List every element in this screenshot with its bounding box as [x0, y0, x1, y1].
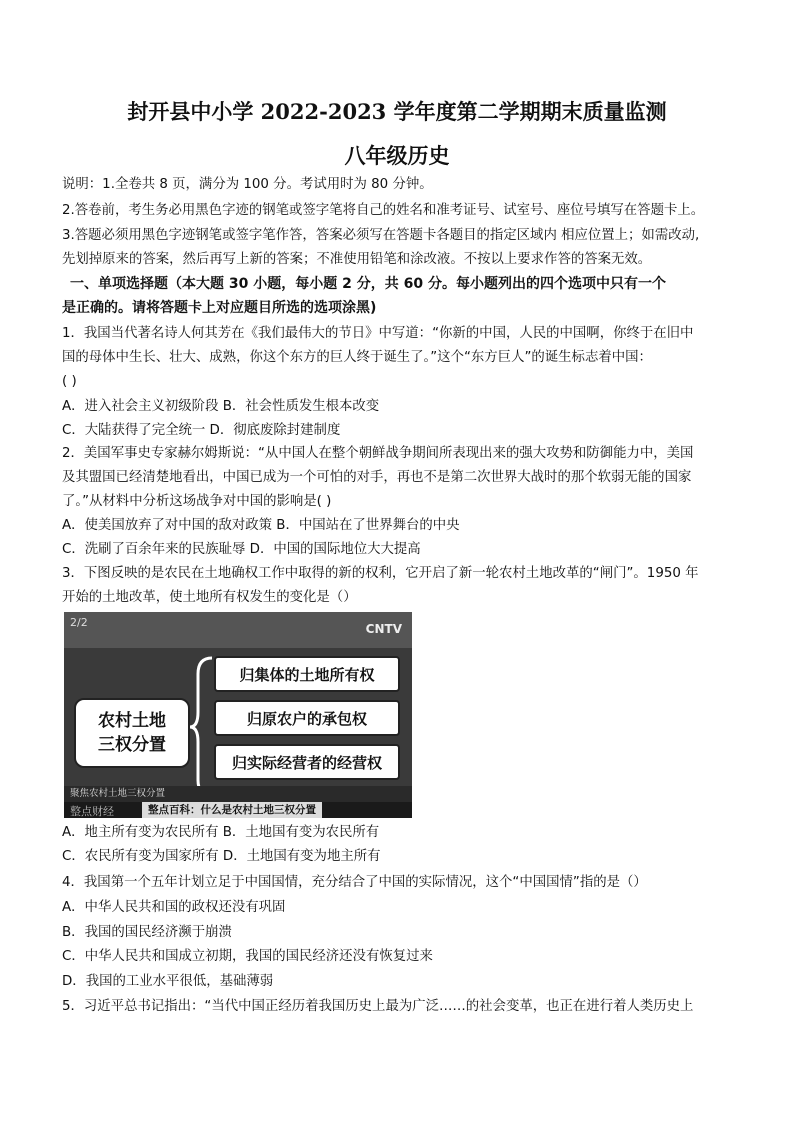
figure-box-ownership: 归集体的土地所有权 [214, 656, 400, 692]
land-rights-figure [64, 612, 412, 818]
figure-center-line2: 三权分置 [98, 735, 166, 755]
question-1-answer-blank: ( ) [62, 374, 77, 389]
question-1-options: C．大陆获得了完全统一 D．彻底废除封建制度 [62, 423, 341, 438]
figure-top-bar [64, 612, 412, 648]
cntv-logo: CNTV [365, 622, 402, 636]
question-2-stem: 了。”从材料中分析这场战争对中国的影响是( ) [62, 494, 332, 509]
instruction-line: 说明：1.全卷共 8 页，满分为 100 分。考试用时为 80 分钟。 [62, 177, 433, 192]
question-2-options: A．使美国放弃了对中国的敌对政策 B．中国站在了世界舞台的中央 [62, 518, 460, 533]
question-2-stem: 2．美国军事史专家赫尔姆斯说：“从中国人在整个朝鲜战争期间所表现出来的强大攻势和防御能力中，美国 [62, 446, 694, 461]
question-4-option-b: B．我国的国民经济濒于崩溃 [62, 925, 232, 940]
question-3-stem: 3．下图反映的是农民在土地确权工作中取得的新的权利，它开启了新一轮农村土地改革的“闸门”。1950 年 [62, 566, 699, 581]
brace-icon [188, 654, 216, 800]
figure-program-tag: 整点财经 [70, 805, 114, 818]
figure-bottom-bar [64, 802, 412, 818]
question-5-stem: 5．习近平总书记指出：“当代中国正经历着我国历史上最为广泛……的社会变革，也正在进行着人类历史上 [62, 999, 694, 1014]
instruction-line: 2.答卷前，考生务必用黑色字迹的钢笔或签字笔将自己的姓名和准考证号、试室号、座位号填写在答题卡上。 [62, 203, 705, 218]
question-3-options: A．地主所有变为农民所有 B．土地国有变为农民所有 [62, 825, 380, 840]
question-1-options: A．进入社会主义初级阶段 B．社会性质发生根本改变 [62, 399, 380, 414]
instruction-line: 3.答题必须用黑色字迹钢笔或签字笔作答，答案必须写在答题卡各题目的指定区域内 相应位置上；如需改动, [62, 228, 700, 243]
question-3-stem: 开始的土地改革，使土地所有权发生的变化是（） [62, 590, 357, 605]
question-4-option-c: C．中华人民共和国成立初期，我国的国民经济还没有恢复过来 [62, 949, 433, 964]
section-heading: 是正确的。请将答题卡上对应题目所选的选项涂黑) [62, 300, 377, 316]
figure-corner-label: 2/2 [70, 616, 88, 629]
exam-subtitle: 八年级历史 [344, 143, 450, 168]
exam-title: 封开县中小学 2022-2023 学年度第二学期期末质量监测 [127, 99, 667, 124]
figure-box-contract: 归原农户的承包权 [214, 700, 400, 736]
instruction-line: 先划掉原来的答案，然后再写上新的答案；不准使用铅笔和涂改液。不按以上要求作答的答案无效。 [62, 252, 652, 267]
figure-box-management: 归实际经营者的经营权 [214, 744, 400, 780]
figure-caption: 聚焦农村土地三权分置 [64, 786, 412, 802]
question-2-options: C．洗刷了百余年来的民族耻辱 D．中国的国际地位大大提高 [62, 542, 421, 557]
figure-center-box [74, 698, 190, 768]
section-heading: 一、单项选择题（本大题 30 小题，每小题 2 分，共 60 分。每小题列出的四个选项中只有一个 [70, 276, 666, 292]
question-4-option-d: D．我国的工业水平很低，基础薄弱 [62, 974, 274, 989]
question-3-options: C．农民所有变为国家所有 D．土地国有变为地主所有 [62, 849, 381, 864]
question-4-stem: 4．我国第一个五年计划立足于中国国情，充分结合了中国的实际情况，这个“中国国情”指的是（） [62, 875, 647, 890]
figure-bar-text: 整点百科：什么是农村土地三权分置 [142, 802, 322, 818]
question-4-option-a: A．中华人民共和国的政权还没有巩固 [62, 900, 286, 915]
question-1-stem: 1．我国当代著名诗人何其芳在《我们最伟大的节日》中写道：“你新的中国，人民的中国啊，你终于在旧中 [62, 326, 694, 341]
question-2-stem: 及其盟国已经清楚地看出，中国已成为一个可怕的对手，再也不是第二次世界大战时的那个软弱无能的国家 [62, 470, 692, 485]
figure-center-line1: 农村土地 [98, 711, 166, 731]
question-1-stem: 国的母体中生长、壮大、成熟，你这个东方的巨人终于诞生了。”这个“东方巨人”的诞生标志着中国： [62, 350, 652, 365]
